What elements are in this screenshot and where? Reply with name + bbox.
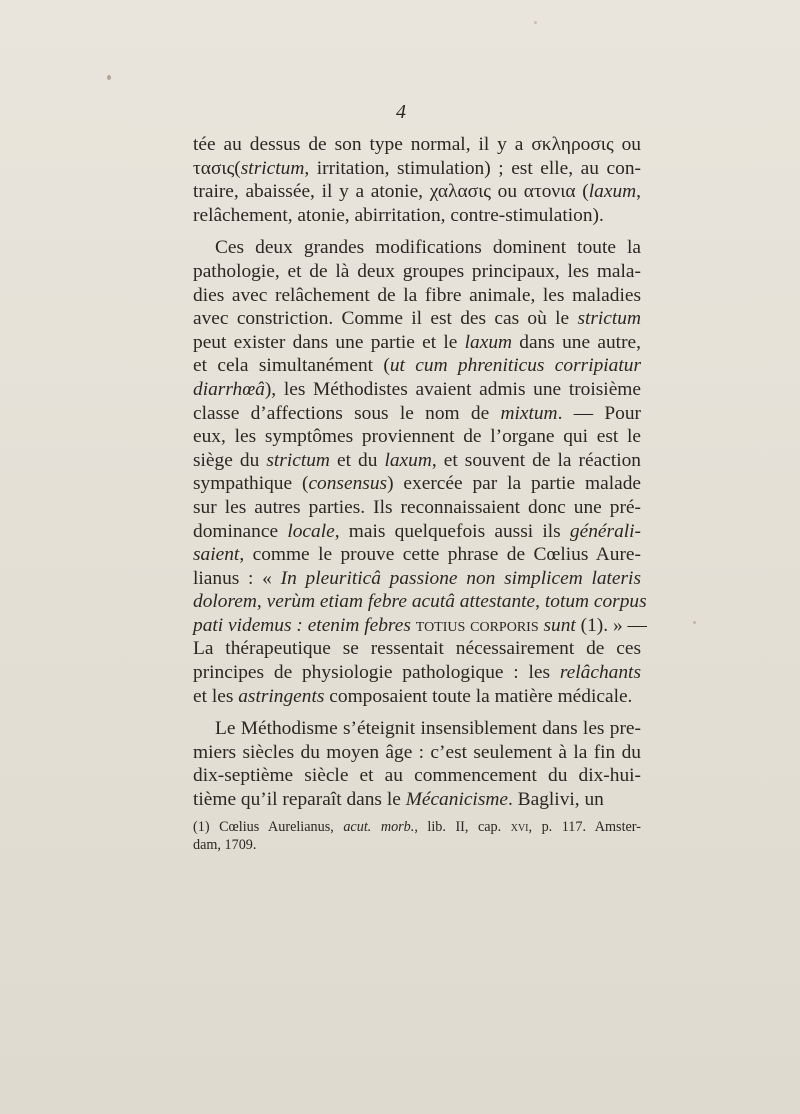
italic-text: relâchants <box>559 662 641 684</box>
text-line: La thérapeutique se ressentait nécessairement de ces <box>193 638 641 660</box>
text-line: dolorem, verùm etiam febre acutâ attestante, totum corpus <box>193 591 647 613</box>
paper-stain <box>693 621 696 624</box>
small-caps-text: totius corporis <box>415 614 539 636</box>
italic-text: strictum <box>577 308 641 330</box>
page-number: 4 <box>396 101 406 123</box>
text-line: Le Méthodisme s’éteignit insensiblement dans les pre- <box>215 718 641 740</box>
paragraph <box>193 236 647 708</box>
text-line: avec constriction. Comme il est des cas où le strictum <box>193 308 641 330</box>
text-line: eux, les symptômes proviennent de l’organe qui est le <box>193 426 641 448</box>
text-line: (1) Cœlius Aurelianus, acut. morb., lib. II, cap. xvi, p. 117. Amster- <box>193 819 641 835</box>
italic-text: astringents <box>238 685 325 707</box>
text-line: sur les autres parties. Ils reconnaissaient donc une pré- <box>193 496 641 518</box>
text-line: sympathique (consensus) exercée par la partie malade <box>193 473 641 495</box>
text-line: lianus : « In pleuriticâ passione non simplicem lateris <box>193 567 641 589</box>
text-line: dix-septième siècle et au commencement du dix-hui- <box>193 765 641 787</box>
italic-text: dolorem <box>193 591 257 613</box>
italic-text: consensus <box>308 473 388 495</box>
italic-text: sunt <box>543 614 576 636</box>
italic-text: totum corpus <box>544 591 647 613</box>
text-line: relâchement, atonie, abirritation, contre-stimulation). <box>193 204 604 226</box>
italic-text: strictum <box>240 157 305 179</box>
italic-text: ut cum phreniticus corripiatur <box>389 355 641 377</box>
text-line: saient, comme le prouve cette phrase de Cœlius Aure- <box>193 544 641 566</box>
text-line: pathologie, et de là deux groupes principaux, les mala- <box>193 260 641 282</box>
text-line: traire, abaissée, il y a atonie, χαλασις ou ατονια (laxum, <box>193 181 641 203</box>
paper-stain <box>107 75 111 80</box>
italic-text: diarrhœâ <box>193 378 265 400</box>
italic-text: verùm etiam febre acutâ attestante <box>266 591 536 613</box>
body-text <box>193 133 647 812</box>
paragraph <box>193 717 641 811</box>
text-line: tée au dessus de son type normal, il y a σκληροσις ou <box>193 134 641 155</box>
small-caps-text: xvi <box>510 819 529 835</box>
text-line: siège du strictum et du laxum, et souvent de la réaction <box>193 449 641 471</box>
text-line: diarrhœâ), les Méthodistes avaient admis une troisième <box>193 378 641 400</box>
text-line: peut exister dans une partie et le laxum dans une autre, <box>193 331 641 353</box>
italic-text: mixtum <box>500 402 558 424</box>
text-line: Ces deux grandes modifications dominent toute la <box>215 237 641 259</box>
text-line: et les astringents composaient toute la matière médicale. <box>193 685 633 707</box>
paragraph <box>193 133 641 227</box>
italic-text: saient <box>193 544 240 566</box>
italic-text: acut. morb. <box>343 819 415 835</box>
text-line: tième qu’il reparaît dans le Mécanicisme. Baglivi, un <box>193 789 604 811</box>
italic-text: laxum <box>384 449 432 471</box>
text-line: τασις(strictum, irritation, stimulation) ; est elle, au con- <box>193 157 641 179</box>
italic-text: locale <box>287 520 335 542</box>
text-line: dies avec relâchement de la fibre animale, les maladies <box>193 284 641 306</box>
italic-text: générali- <box>569 520 641 542</box>
italic-text: Mécanicisme <box>405 789 508 811</box>
italic-text: laxum <box>464 331 513 353</box>
text-line: et cela simultanément (ut cum phreniticus corripiatur <box>193 355 641 377</box>
italic-text: In pleuriticâ passione non simplicem lateris <box>280 567 641 589</box>
italic-text: strictum <box>266 449 330 471</box>
text-line: miers siècles du moyen âge : c’est seulement à la fin du <box>193 741 641 763</box>
paper-stain <box>534 21 537 24</box>
text-line: classe d’affections sous le nom de mixtum. — Pour <box>193 402 641 424</box>
italic-text: laxum <box>588 181 637 203</box>
italic-text: pati videmus : etenim febres <box>193 614 416 636</box>
text-line: dam, 1709. <box>193 837 257 853</box>
text-line: dominance locale, mais quelquefois aussi ils générali- <box>193 520 641 542</box>
text-line: principes de physiologie pathologique : les relâchants <box>193 662 641 684</box>
footnote <box>193 818 641 854</box>
text-line: pati videmus : etenim febres totius corporis sunt (1). » — <box>193 614 647 636</box>
